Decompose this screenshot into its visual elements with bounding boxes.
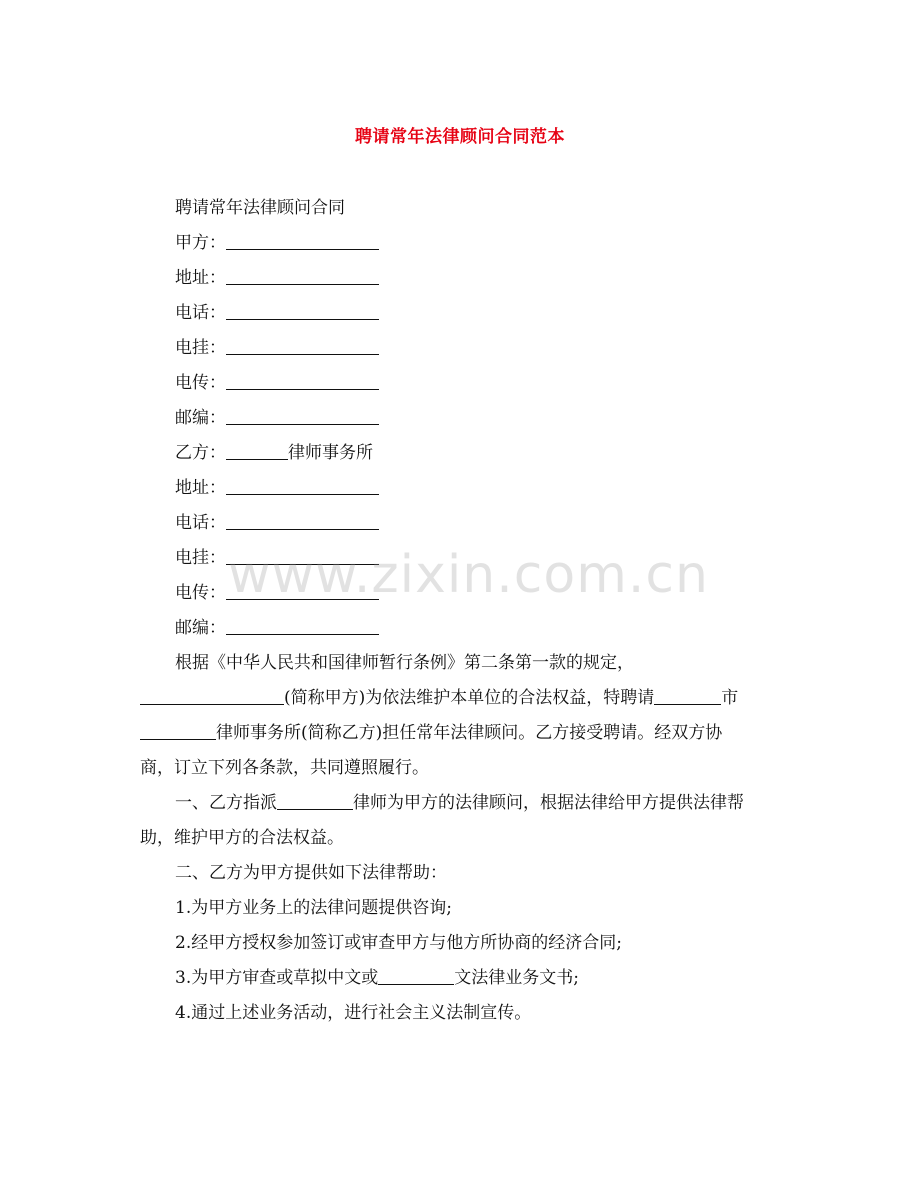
party-a-blank	[226, 233, 379, 250]
party-b-address-blank	[226, 478, 379, 495]
watermark-text: www.zixin.com.cn	[228, 545, 709, 605]
party-b-suffix: 律师事务所	[288, 443, 373, 463]
party-b-phone-label: 电话：	[175, 513, 226, 533]
party-b-postcode-line	[175, 616, 379, 640]
party-b-fax-label: 电传：	[175, 583, 226, 603]
clause-2-item-3	[175, 966, 579, 990]
preamble-blank-3	[140, 723, 216, 740]
preamble-line-2-text: (简称甲方)为依法维护本单位的合法权益，特聘请	[284, 688, 655, 708]
clause-2-item-3-start: 3.为甲方审查或草拟中文或	[175, 968, 379, 988]
clause-1-start: 一、乙方指派	[175, 793, 277, 813]
preamble-line-2-end: 市	[721, 688, 739, 708]
contract-subtitle: 聘请常年法律顾问合同	[175, 198, 345, 218]
party-b-line	[175, 441, 373, 465]
party-b-phone-blank	[226, 513, 379, 530]
preamble-blank-2	[654, 688, 721, 705]
party-b-phone-line	[175, 511, 379, 535]
party-a-phone-line	[175, 301, 379, 325]
party-a-postcode-blank	[226, 408, 379, 425]
party-b-cable-label: 电挂：	[175, 548, 226, 568]
clause-2-item-3-end: 文法律业务文书;	[454, 968, 579, 988]
preamble-line-1: 根据《中华人民共和国律师暂行条例》第二条第一款的规定，	[175, 653, 634, 673]
party-a-label: 甲方：	[175, 233, 226, 253]
clause-1-blank	[277, 793, 353, 810]
party-a-fax-line	[175, 371, 379, 395]
clause-2-item-3-blank	[378, 968, 454, 985]
party-b-address-label: 地址：	[175, 478, 226, 498]
party-a-cable-line	[175, 336, 379, 360]
clause-2-heading: 二、乙方为甲方提供如下法律帮助：	[175, 863, 447, 883]
party-a-line	[175, 231, 379, 255]
preamble-line-3-text: 律师事务所(简称乙方)担任常年法律顾问。乙方接受聘请。经双方协	[216, 723, 723, 743]
party-b-postcode-blank	[226, 618, 379, 635]
preamble-line-3	[140, 721, 722, 745]
clause-2-item-1: 1.为甲方业务上的法律问题提供咨询;	[175, 898, 452, 918]
document-title: 聘请常年法律顾问合同范本	[355, 127, 565, 147]
party-b-blank	[226, 443, 288, 460]
clause-1-line-2: 助，维护甲方的合法权益。	[140, 828, 344, 848]
party-a-address-line	[175, 266, 379, 290]
preamble-line-4: 商，订立下列各条款，共同遵照履行。	[140, 758, 429, 778]
party-a-fax-label: 电传：	[175, 373, 226, 393]
party-a-phone-label: 电话：	[175, 303, 226, 323]
clause-1-end: 律师为甲方的法律顾问，根据法律给甲方提供法律帮	[353, 793, 744, 813]
party-b-address-line	[175, 476, 379, 500]
party-a-postcode-line	[175, 406, 379, 430]
preamble-line-2	[140, 686, 738, 710]
preamble-blank-1	[140, 688, 284, 705]
party-a-cable-blank	[226, 338, 379, 355]
clause-1-line-1	[175, 791, 744, 815]
party-a-address-blank	[226, 268, 379, 285]
clause-2-item-2: 2.经甲方授权参加签订或审查甲方与他方所协商的经济合同;	[175, 933, 622, 953]
party-b-postcode-label: 邮编：	[175, 618, 226, 638]
party-a-phone-blank	[226, 303, 379, 320]
party-a-postcode-label: 邮编：	[175, 408, 226, 428]
party-a-address-label: 地址：	[175, 268, 226, 288]
party-a-fax-blank	[226, 373, 379, 390]
party-a-cable-label: 电挂：	[175, 338, 226, 358]
party-b-label: 乙方：	[175, 443, 226, 463]
clause-2-item-4: 4.通过上述业务活动，进行社会主义法制宣传。	[175, 1003, 532, 1023]
